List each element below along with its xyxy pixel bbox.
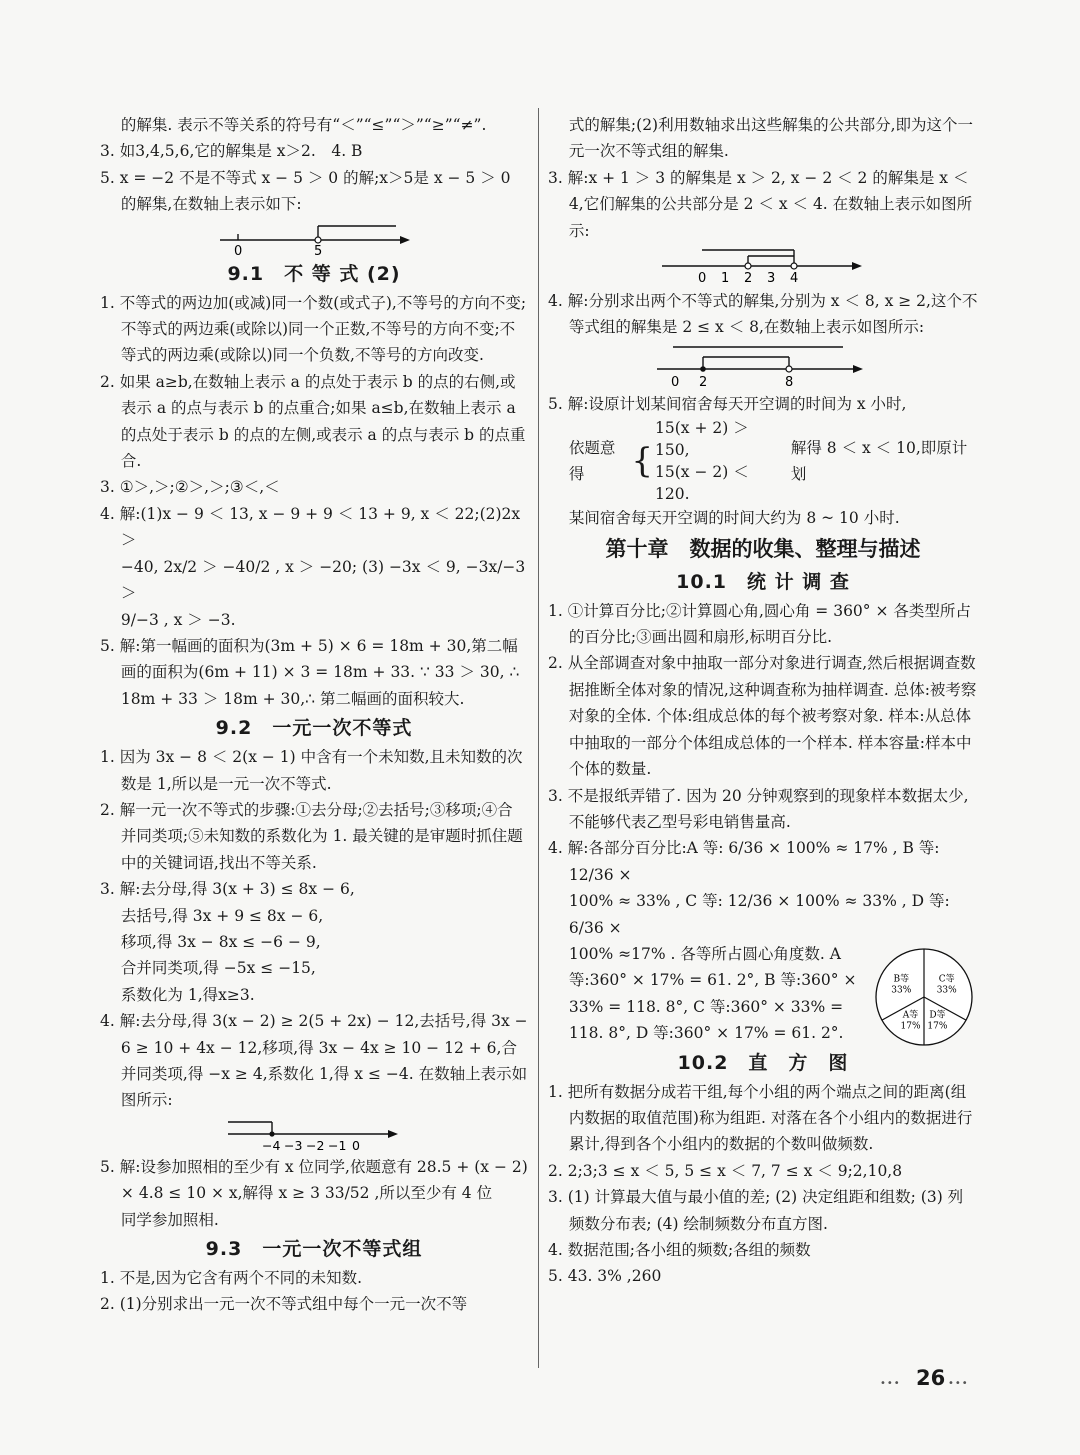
equation-system [655,417,785,505]
dots-right: ••• [948,1378,969,1389]
answer-item-cont: 100% ≈ 33% , C 等: 12/36 × 100% ≈ 33% , D 等: 6/36 × [568,892,950,937]
pie-slice-label: B等 [893,974,910,985]
answer-item: 3. (1) 计算最大值与最小值的差; (2) 决定组距和组数; (3) 列频数分布表; (4) 绘制频数分布直方图. [548,1188,964,1233]
answer-item: 5. 解:设原计划某间宿舍每天开空调的时间为 x 小时, [548,394,907,413]
answer-item-cont: 某间宿舍每天开空调的时间大约为 8 ~ 10 小时. [568,509,900,528]
answer-item: 2. 解一元一次不等式的步骤:①去分母;②去括号;③移项;④合并同类项;⑤未知数的系数化为 1. 最关键的是审题时抓住题中的关键词语,找出不等关系. [100,800,523,872]
answer-item: 2. 从全部调查对象中抽取一部分对象进行调查,然后根据调查数据推断全体对象的情况,这种调查称为抽样调查. 总体:被考察对象的全体. 个体:组成总体的每个被考察对象. 样本:从总体中抽取的一部分个体组成总体的一个样本. 样本容量:样本中个体的数量. [548,654,977,779]
answer-step: 合并同类项,得 −5x ≤ −15, [120,959,316,978]
text-block: 式的解集;(2)利用数轴求出这些解集的公共部分,即为这个一元一次不等式组的解集. [568,116,974,161]
tick-label: 2 [699,374,708,389]
pie-chart [872,945,976,1049]
brace: { [631,441,654,482]
left-column [100,112,528,1318]
tick-label: 0 [234,243,243,256]
page-number: 26 [916,1366,946,1390]
section-title: 9.1 不 等 式 (2) [227,262,401,285]
tick-label: −4 [262,1137,281,1152]
answer-item-cont: 同学参加照相. [120,1210,219,1229]
answer-item-cont: 100% ≈17% . 各等所占圆心角度数. A 等:360° × 17% = 61. 2°, B 等:360° × 33% = 118. 8°, C 等:360° × 33% = 118. 8°, D 等:360° × 17% = 61. 2°. [568,944,857,1043]
answer-item: 4. 解:(1)x − 9 ＜ 13, x − 9 + 9 ＜ 13 + 9, x ＜ 22;(2)2x ＞ [100,504,521,550]
right-column [548,112,978,1290]
tick-label: −1 [328,1137,347,1152]
answer-item: 1. 不是,因为它含有两个不同的未知数. [100,1269,363,1288]
tick-label: 8 [785,374,794,389]
answer-item: 4. 解:各部分百分比:A 等: 6/36 × 100% ≈ 17% , B 等: 12/36 × [548,839,940,884]
answer-item: 5. 43. 3% ,260 [548,1267,662,1286]
pie-block [548,941,978,1047]
pie-slice-value: 17% [900,1021,921,1032]
answer-item: 5. 解:第一幅画的面积为(3m + 5) × 6 = 18m + 30,第二幅画的面积为(6m + 11) × 3 = 18m + 33. ∵ 33 ＞ 30, ∴ 18m + 33 ＞ 18m + 30,∴ 第二幅画的面积较大. [100,636,520,708]
tick-label: 0 [352,1137,360,1152]
answer-item: 4. 解:去分母,得 3(x − 2) ≥ 2(5 + 2x) − 12,去括号,得 3x − 6 ≥ 10 + 4x − 12,移项,得 3x − 4x ≥ 10 − 12 + 6,合并同类项,得 −x ≥ 4,系数化 1,得 x ≤ −4. 在数轴上表示如图所示: [100,1012,528,1110]
section-title: 10.1 统 计 调 查 [676,570,850,593]
number-line-3 [658,246,868,286]
text-fragment: 依题意得 [568,438,616,484]
number-line-2 [224,1116,404,1152]
answer-step: 去括号,得 3x + 9 ≤ 8x − 6, [120,906,324,925]
tick-label: 1 [721,271,730,287]
answer-item: 2. 如果 a≥b,在数轴上表示 a 的点处于表示 b 的点的右侧,或表示 a 的点与表示 b 的点重合;如果 a≤b,在数轴上表示 a 的点处于表示 b 的点的左侧,或表示 a 的点与表示 b 的点重合. [100,372,526,471]
tick-label: 3 [767,271,776,287]
text-fragment: 解得 8 ＜ x ＜ 10,即原计划 [790,438,968,484]
section-title: 10.2 直 方 图 [677,1051,849,1074]
dots-left: ••• [880,1378,901,1389]
number-line-4 [653,343,873,389]
answer-item: 5. 解:设参加照相的至少有 x 位同学,依题意有 28.5 + (x − 2) × 4.8 ≤ 10 × x,解得 x ≥ 3 33/52 ,所以至少有 4 位 [100,1157,528,1203]
answer-item: 1. ①计算百分比;②计算圆心角,圆心角 = 360° × 各类型所占的百分比;③画出圆和扇形,标明百分比. [548,601,971,647]
tick-label: 0 [698,271,707,287]
answer-step: 系数化为 1,得x≥3. [120,985,255,1004]
answer-item: 3. 如3,4,5,6,它的解集是 x＞2. 4. B [100,142,363,161]
tick-label: 0 [671,374,680,389]
answer-item: 3. 解:x + 1 ＞ 3 的解集是 x ＞ 2, x − 2 ＜ 2 的解集是 x ＜ 4,它们解集的公共部分是 2 ＜ x ＜ 4. 在数轴上表示如图所示: [548,168,973,240]
answer-item-cont: −40, 2x/2 ＞ −40/2 , x ＞ −20; (3) −3x ＜ 9, −3x/−3 ＞ [120,557,526,603]
page-number-badge [878,1368,978,1394]
section-title: 9.2 一元一次不等式 [215,717,413,740]
section-title: 9.3 一元一次不等式组 [205,1238,423,1261]
answer-item-cont: 9/−3 , x ＞ −3. [120,610,236,629]
answer-item: 3. ①＞,＞;②＞,＞;③＜,＜ [100,478,280,497]
tick-label: 5 [314,243,323,256]
answer-item: 1. 把所有数据分成若干组,每个小组的两个端点之间的距离(组内数据的取值范围)称为组距. 对落在各个小组内的数据进行累计,得到各个小组内的数据的个数叫做频数. [548,1082,973,1154]
pie-slice-label: C等 [938,974,955,985]
answer-item: 1. 不等式的两边加(或减)同一个数(或式子),不等号的方向不变;不等式的两边乘(或除以)同一个正数,不等号的方向不变;不等式的两边乘(或除以)同一个负数,不等号的方向改变. [100,293,527,365]
tick-label: 2 [744,271,753,287]
column-divider [538,108,539,1368]
answer-item: 4. 数据范围;各小组的频数;各组的频数 [548,1241,811,1259]
pie-slice-label: A等 [902,1010,919,1021]
text-block: 的解集. 表示不等关系的符号有“＜”“≤”“＞”“≥”“≠”. [120,116,487,134]
equation-line: 15(x + 2) ＞ 150, [655,419,749,460]
answer-item: 1. 因为 3x − 8 ＜ 2(x − 1) 中含有一个未知数,且未知数的次数是 1,所以是一元一次不等式. [100,748,523,793]
equation-line: 15(x − 2) ＜ 120. [655,463,749,504]
answer-item: 4. 解:分别求出两个不等式的解集,分别为 x ＜ 8, x ≥ 2,这个不等式组的解集是 2 ≤ x ＜ 8,在数轴上表示如图所示: [548,292,978,337]
number-line-1 [214,220,414,256]
chapter-title: 第十章 数据的收集、整理与描述 [605,536,921,561]
answer-item: 2. (1)分别求出一元一次不等式组中每个一元一次不等 [100,1295,468,1314]
answer-item: 5. x = −2 不是不等式 x − 5 ＞ 0 的解;x＞5是 x − 5 ＞ 0 的解集,在数轴上表示如下: [100,168,511,214]
answer-step: 移项,得 3x − 8x ≤ −6 − 9, [120,932,321,951]
answer-item: 2. 2;3;3 ≤ x ＜ 5, 5 ≤ x ＜ 7, 7 ≤ x ＜ 9;2,10,8 [548,1161,903,1180]
equation-system-row [548,417,978,505]
tick-label: −2 [306,1137,325,1152]
pie-slice-value: 17% [927,1021,948,1032]
answer-item: 3. 不是报纸弄错了. 因为 20 分钟观察到的现象样本数据太少,不能够代表乙型号彩电销售量高. [548,786,969,831]
tick-label: 4 [790,271,799,287]
pie-slice-value: 33% [936,985,957,996]
answer-item: 3. 解:去分母,得 3(x + 3) ≤ 8x − 6, [100,880,355,899]
tick-label: −3 [284,1137,303,1152]
pie-slice-value: 33% [891,985,912,996]
pie-slice-label: D等 [929,1010,946,1021]
